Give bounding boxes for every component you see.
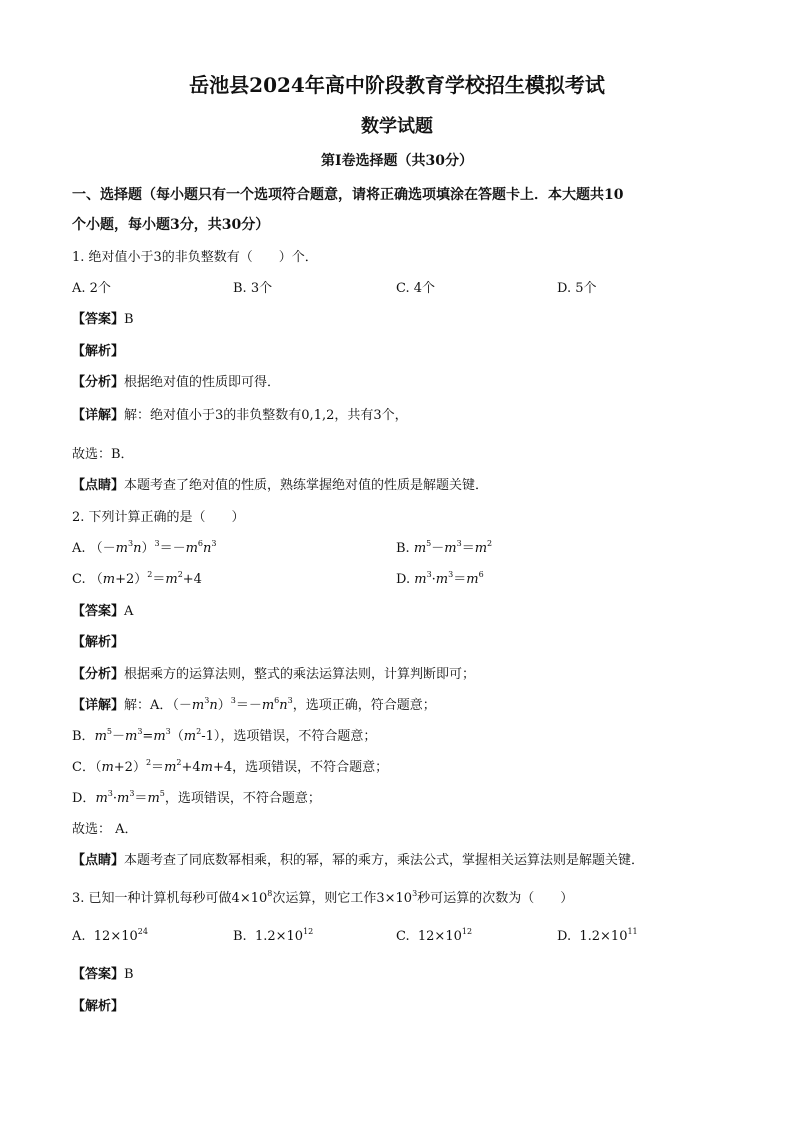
volume-title: 第Ⅰ卷选择题（共30分） (320, 153, 474, 169)
answer-value: B (124, 312, 134, 327)
q2-jiexi-tag: 【解析】 (72, 635, 125, 650)
q3-jiexi-tag: 【解析】 (72, 999, 125, 1014)
q3-rate-formula: $4\times 10^8$ (231, 888, 273, 906)
q3-stem-b: 次运算，则它工作 (272, 891, 377, 906)
xiangjie-tag: 【详解】 (72, 698, 125, 713)
q2-choice: 故选： A． (72, 822, 138, 837)
section-instructions-line2: 个小题，每小题3分，共30分） (72, 217, 270, 233)
q3-option-a: A. $12\times 10^{24}$ (72, 926, 148, 944)
answer-value: B (124, 967, 134, 982)
dianjing-text: 本题考查了同底数幂相乘，积的幂，幂的乘方，乘法公式，掌握相关运算法则是解题关键． (124, 853, 645, 868)
xiangjie-text: 解：绝对值小于3的非负整数有0,1,2，共有3个， (124, 408, 408, 423)
q2-option-c: C. $(m+2)^2=m^2+4$ (72, 569, 202, 587)
q1-jiexi-tag: 【解析】 (72, 344, 125, 359)
q2-fenxi (72, 663, 475, 682)
fenxi-text: 根据乘方的运算法则，整式的乘法运算法则，计算判断即可； (124, 667, 476, 682)
section-instructions-line1: 一、选择题（每小题只有一个选项符合题意，请将正确选项填涂在答题卡上．本大题共10 (72, 187, 624, 203)
q3-stem-c: 秒可运算的次数为（ ） (417, 891, 574, 906)
q1-option-a: A. 2个 (72, 281, 111, 296)
q1-option-d: D. 5个 (557, 281, 597, 296)
q3-stem-a: 3. 已知一种计算机每秒可做 (72, 891, 232, 906)
answer-tag: 【答案】 (72, 604, 125, 619)
q3-option-b: B. $1.2\times 10^{12}$ (233, 926, 314, 944)
q3-time-formula: $3\times 10^3$ (376, 888, 418, 906)
dianjing-tag: 【点睛】 (72, 478, 125, 493)
q2-xiangjie-b: B．$m^5-m^3=m^3(m^2-1)$，选项错误，不符合题意； (72, 726, 377, 744)
q1-dianjing (72, 474, 488, 493)
q2-option-b: B. $m^5-m^3=m^2$ (396, 538, 493, 556)
q1-option-c: C. 4个 (396, 281, 436, 296)
q3-stem (72, 887, 573, 906)
dianjing-tag: 【点睛】 (72, 853, 125, 868)
q2-dianjing (72, 849, 644, 868)
q1-answer (72, 308, 134, 327)
q3-answer (72, 963, 134, 982)
answer-value: A (124, 604, 134, 619)
q2-answer (72, 600, 133, 619)
q2-option-d: D. $m^3\cdot m^3=m^6$ (396, 569, 484, 587)
q3-option-c: C. $12\times 10^{12}$ (396, 926, 473, 944)
dianjing-text: 本题考查了绝对值的性质，熟练掌握绝对值的性质是解题关键． (124, 478, 489, 493)
q2-xiangjie-a (72, 694, 436, 713)
q1-choice: 故选：B． (72, 447, 134, 462)
fenxi-text: 根据绝对值的性质即可得． (124, 375, 281, 390)
xiangjie-tag: 【详解】 (72, 408, 125, 423)
answer-tag: 【答案】 (72, 312, 125, 327)
q1-xiangjie (72, 404, 408, 423)
q2-xiangjie-c: C．$(m+2)^2=m^2+4m+4$，选项错误，不符合题意； (72, 757, 389, 775)
answer-tag: 【答案】 (72, 967, 125, 982)
q2-option-a: A. $(-m^3n)^3=-m^6n^3$ (72, 538, 217, 556)
q3-option-d: D. $1.2\times 10^{11}$ (557, 926, 638, 944)
q2-xiangjie-d: D．$m^3\cdot m^3=m^5$，选项错误，不符合题意； (72, 788, 321, 806)
subject-title: 数学试题 (361, 116, 433, 137)
q1-option-b: B. 3个 (233, 281, 273, 296)
xiangjie-a-text: 解：A．$(-m^3n)^3=-m^6n^3$，选项正确，符合题意； (124, 695, 436, 713)
q2-stem: 2. 下列计算正确的是（ ） (72, 510, 245, 525)
fenxi-tag: 【分析】 (72, 375, 125, 390)
q1-fenxi (72, 371, 280, 390)
q1-stem: 1. 绝对值小于3的非负整数有（ ）个． (72, 250, 318, 265)
exam-title: 岳池县2024年高中阶段教育学校招生模拟考试 (189, 73, 605, 97)
fenxi-tag: 【分析】 (72, 667, 125, 682)
